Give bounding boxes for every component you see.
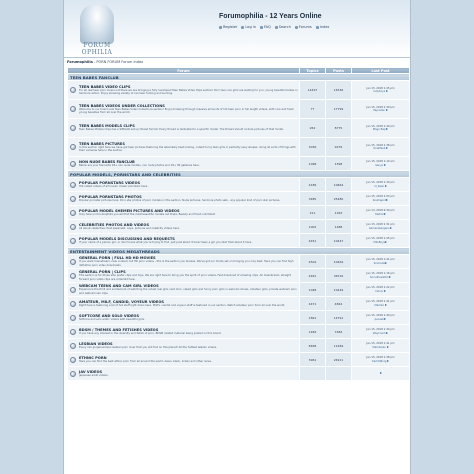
forum-title-link[interactable]: SOFTCORE AND SOLO VIDEOS [79,313,140,318]
forum-status-icon [70,315,76,321]
forum-text [78,369,299,377]
forum-status-icon [70,259,76,265]
last-post [352,269,410,283]
forum-text [78,180,299,188]
forum-row [68,119,410,138]
last-post [352,192,410,206]
posts-count: 14791 [326,311,352,325]
category-title[interactable]: ENTERTAINMENT VIDEOS MEGATHREADS [68,248,410,255]
forum-description: If your name of a person girl, or don't know what you're trying to find, just post about it here! Seen a girl you like? Post about it here. [79,240,253,244]
last-post-author[interactable]: Sorudhsaahbh [369,275,389,279]
forum-row [68,255,410,269]
last-post [352,353,410,367]
forum-text [78,341,299,349]
forum-description: Japanese adult videos. [79,373,109,377]
header [64,0,410,58]
breadcrumb [64,58,410,67]
forum-title-link[interactable]: TEEN BABES MODELS CLIPS [79,124,135,129]
category-title[interactable]: POPULAR MODELS, PORNSTARS AND CELEBRITIES [68,171,410,178]
forum-status-icon [70,210,76,216]
last-post-author[interactable]: KarlitoBorg [372,359,387,363]
site-logo[interactable] [68,4,126,54]
forum-status-icon [70,357,76,363]
last-post [352,311,410,325]
forum-cell [68,234,300,248]
forum-text [78,103,299,114]
posts-count: 25480 [326,192,352,206]
index-icon [316,26,319,29]
last-post-date: Jan 15, 2018 1:38 pm [366,356,395,360]
forum-description: Welcome to our brand new Teen Babes Video Collections section! Enjoy browsing through massive amounts of hot teen porn in full length videos, with nice and fresh young beauties from all over the world. [79,107,294,114]
page-container [63,0,411,474]
forum-status-icon [70,343,76,349]
forum-title-link[interactable]: AMATEUR, MILF, CANDID, VOYEUR VIDEOS [79,299,165,304]
last-post-date: Jan 15, 2018 1:45 pm [366,237,395,241]
last-post-author[interactable]: Pajoodan [373,109,386,112]
view-latest-post-icon[interactable] [384,164,386,166]
forum-description: Hot naked videos of all known classic pornstars here. [79,184,149,188]
topics-count: 1048 [300,283,326,297]
topics-count: 1891 [300,311,326,325]
forum-title-link[interactable]: POPULAR MODEL SHEMEN PICTURES AND VIDEOS [79,208,180,213]
topics-count: 4471 [300,297,326,311]
forum-cell [68,367,300,381]
posts-count: 1598 [326,157,352,171]
posts-count: 10449 [326,283,352,297]
posts-count: 4844 [326,297,352,311]
forum-text [78,355,299,363]
forum-description: Experience the thrill and excitement of watching the cutest real girls next door, naked girls and horny porn girls in webcam shows. Amateur girls, private webcam porn and webcam sex clips. [79,288,297,295]
forum-status-icon [70,224,76,230]
topics-count: 3036 [300,138,326,157]
site-title: Forumophilia - 12 Years Online [219,13,322,20]
forum-text [78,327,299,335]
forum-row [68,311,410,325]
forum-title-link[interactable]: CELEBRITIES PHOTOS AND VIDEOS [79,222,150,227]
forum-description: Every xxx gorgeous teen lesbian porn lover that you will find on this planet! All the hottest lesbian videos. [79,345,218,349]
last-post-date: Jan 15, 2018 1:39 pm [366,105,395,109]
last-post-author[interactable]: HaZoO [374,212,384,216]
forum-status-icon [70,196,76,202]
forum-text [78,208,299,216]
forum-title-link[interactable]: ETHNIC PORN [79,355,107,360]
view-latest-post-icon[interactable] [389,276,391,278]
posts-count: 17799 [326,100,352,119]
category-row [68,248,410,255]
forum-row [68,100,410,119]
col-forum: Forum [68,68,300,74]
posts-count: 10664 [326,178,352,192]
forum-description: Softcore and solo erotic videos with beautiful girls. [79,317,145,321]
forum-title-link[interactable]: GENERAL PORN | CLIPS [79,270,126,275]
category-title[interactable]: TEEN BABES FANCLUB [68,74,410,81]
forum-row [68,353,410,367]
last-post [352,81,410,100]
forum-description: Teen Babes Models Clips has a SIMILAR set up thread format. Every thread is dedicated to a specific model. The thread should include pictures of that model. [79,128,284,132]
last-post-date: Jan 15, 2018 1:41 pm [366,342,395,346]
last-post [352,100,410,119]
forum-text [78,236,299,244]
view-latest-post-icon[interactable] [384,213,386,215]
topics-count: 77 [300,100,326,119]
forum-title-link[interactable]: TEEN BABES VIDEO CLIPS [79,84,131,89]
menu-faq[interactable]: FAQ [260,25,271,29]
last-post [352,325,410,339]
forum-status-icon [70,238,76,244]
forums-icon [295,26,298,29]
last-post-author[interactable]: Sanyo [375,163,384,167]
forum-title-link[interactable]: NON NUDE BABES FANCLUB [79,159,135,164]
forum-description: This section is for those who prefer clips and toys. We are right here to bring you the spirit of porn videos. Fast download of amazing clips. All mainstream, straight forward porn video clips are collected here. [79,274,291,281]
last-post-date: Jan 15, 2018 1:16 pm [366,272,395,276]
forum-cell [68,339,300,353]
last-post [352,178,410,192]
last-post [352,220,410,234]
forum-cell [68,269,300,283]
view-latest-post-icon[interactable] [386,128,388,130]
last-post [352,206,410,220]
last-post-date: Jan 15, 2018 1:22 pm [366,286,395,290]
view-latest-post-icon[interactable] [386,332,388,334]
forum-text [78,222,299,230]
topics-count: 14497 [300,81,326,100]
forum-cell [68,220,300,234]
topics-count: 4504 [300,255,326,269]
forum-row [68,206,410,220]
last-post [352,157,410,171]
last-post-author[interactable]: ladyboys [373,90,386,93]
forum-status-icon [70,287,76,293]
forum-title-link[interactable]: LESBIAN VIDEOS [79,341,113,346]
last-post-date: Jan 15, 2018 1:31 pm [366,223,395,227]
topics-count: 3961 [300,353,326,367]
view-latest-post-icon[interactable] [387,360,389,362]
menu-forums[interactable]: Forums [295,25,312,29]
forum-cell [68,119,300,138]
forum-text [78,256,299,267]
last-post-author[interactable]: MilkBoys [373,240,385,244]
last-post-date: Jan 15, 2018 1:45 pm [366,86,395,90]
forum-cell [68,283,300,297]
forum-title-link[interactable]: WEBCAM TEENS AND CAM GIRL VIDEOS [79,284,159,289]
posts-count [326,367,352,381]
last-post-author[interactable]: Wayroach [372,331,386,335]
menu-login[interactable]: Log in [241,25,256,29]
posts-count: 1263 [326,206,352,220]
topics-count: 1002 [300,220,326,234]
view-latest-post-icon[interactable] [386,90,388,92]
forum-cell [68,353,300,367]
posts-count: 8775 [326,119,352,138]
forum-row [68,138,410,157]
last-post-date: Jan 15, 2018 1:40 pm [366,314,395,318]
forum-description: Here you can find the best ethnic porn from all around the world. Asian, black, Indian and other races. [79,359,212,363]
posts-count: 34516 [326,269,352,283]
forum-status-icon [70,329,76,335]
view-latest-post-icon[interactable] [386,147,388,149]
last-post [352,367,410,381]
view-latest-post-icon[interactable] [385,304,387,306]
forum-row [68,297,410,311]
forum-description: Popular pornstar pictures here. Porn star photos of porn models in this section. Nude pictures, hardcore photo sets - any popular kind of porn star pictures. [79,198,281,202]
forum-text [78,270,299,281]
posts-count: 9476 [326,138,352,157]
view-latest-post-icon[interactable] [387,346,389,348]
view-latest-post-icon[interactable] [390,227,392,229]
last-post-author[interactable]: Mago Bep [372,128,386,131]
last-post-author[interactable]: Kouhlapot [372,198,386,202]
user-menu [219,25,329,29]
topics-count: 8468 [300,339,326,353]
login-icon [241,26,244,29]
breadcrumb-home[interactable]: Forumophilia [67,60,93,64]
menu-register[interactable]: Register [219,25,237,29]
forum-text [78,194,299,202]
forum-row [68,220,410,234]
last-post-date: Jan 15, 2018 1:30 pm [366,181,395,185]
last-post-author[interactable]: Sinmade [373,261,385,265]
topics-count: 3485 [300,192,326,206]
view-latest-post-icon[interactable] [385,262,387,264]
forum-text [78,159,299,167]
last-post-author[interactable]: Kamerabergens [368,226,390,230]
forum-cell [68,206,300,220]
forum-title-link[interactable]: GENERAL PORN | FULL HD HD MOVIES [79,256,156,261]
forum-row [68,325,410,339]
last-post-author[interactable]: id_Kaan [374,184,385,188]
col-last-post: Last Post [352,68,410,74]
forum-status-icon [70,144,76,150]
last-post-author[interactable]: Mambo [374,303,385,307]
last-post-author[interactable]: OneMask [373,147,386,150]
forum-table [67,67,410,381]
posts-count: 24911 [326,353,352,367]
forum-text [78,299,299,307]
forum-title-link[interactable]: BDSM / THEMES AND FETISHES VIDEOS [79,327,159,332]
topics-count: 262 [300,119,326,138]
forum-description: In this section right here we have got teen pictures featuring the absolutely best looking, cutest horny teen girls in perfectly sexy shapes, doing all sorts of things with their cameras here in the section. [79,145,296,152]
view-latest-post-icon[interactable] [386,109,388,111]
forum-status-icon [70,106,76,112]
forum-cell [68,100,300,119]
forum-cell [68,297,300,311]
last-post-author[interactable]: pecasb [374,317,384,321]
forum-status-icon [70,161,76,167]
view-latest-post-icon[interactable] [380,372,382,374]
last-post-date: Jan 13, 2018 9:30 pm [366,209,395,213]
last-post-date: Jan 15, 2018 1:38 pm [366,143,395,147]
last-post [352,234,410,248]
forum-row [68,234,410,248]
forum-text [78,84,299,95]
forum-row [68,192,410,206]
forum-description: Below are your favourite 18+ non nude models, non nude photos and 18+ 99 galleries here. [79,163,200,167]
view-latest-post-icon[interactable] [385,241,387,243]
forum-status-icon [70,87,76,93]
last-post-date: Jan 15, 2018 1:40 pm [366,124,395,128]
last-post [352,138,410,157]
forum-row [68,269,410,283]
posts-count: 10464 [326,255,352,269]
forum-description: For all real teen porn lovers out there we are bringing a fully revamped Teen Babes Video Clips section! Porn teen xxx girls are waiting for you: young beautiful babes in hardcore action. Enjoy amazing variety of xxx teen fucking and sucking. [79,88,298,95]
last-post [352,297,410,311]
posts-count: 14536 [326,81,352,100]
forum-cell [68,81,300,100]
forum-title-link[interactable]: POPULAR PORNSTARS VIDEOS [79,180,141,185]
topics-count: 4189 [300,178,326,192]
topics-count: 211 [300,206,326,220]
logo-text: FORUM OPHILIA [81,42,113,56]
category-row [68,74,410,81]
faq-icon [260,26,263,29]
last-post-date: Jan 15, 2018 1:40 pm [366,328,395,332]
topics-count: 1484 [300,325,326,339]
category-row [68,171,410,178]
forum-title-link[interactable]: TEEN BABES PICTURES [79,141,125,146]
forum-row [68,367,410,381]
col-posts: Posts [326,68,352,74]
last-post-date: Jan 15, 2018 1:10 am [366,160,395,164]
forum-cell [68,138,300,157]
forum-title-link[interactable]: JAV VIDEOS [79,369,103,374]
forum-status-icon [70,125,76,131]
topics-count [300,367,326,381]
forum-text [78,141,299,152]
last-post-date: Jan 15, 2018 1:41 pm [366,300,395,304]
statue-logo-icon [80,4,114,44]
posts-count: 11469 [326,339,352,353]
forum-text [78,313,299,321]
forum-status-icon [70,371,76,377]
forum-description: Only here on forumophilia you will find the most beautiful models out there. Beauty and finish unlimited! [79,212,216,216]
search-icon [275,26,278,29]
last-post-author[interactable]: Indoor [375,289,384,293]
forum-row [68,81,410,100]
view-latest-post-icon[interactable] [384,318,386,320]
forum-title-link[interactable]: POPULAR PORNSTARS PHOTOS [79,194,142,199]
menu-search[interactable]: Search [275,25,291,29]
forum-description: Right here is featuring a lot of hot stuff right down here. MILFs, candid and voyeur stuff is featured in our section. Watch amateur porn from all over the world. [79,303,286,307]
forum-title-link[interactable]: POPULAR MODELS DISCUSSING AND REQUESTS [79,236,175,241]
forum-cell [68,192,300,206]
last-post [352,119,410,138]
forum-cell [68,178,300,192]
forum-cell [68,311,300,325]
forum-description: All about celebrities. Post paparazzi, oops, pictures and celebrity videos here. [79,226,180,230]
topics-count: 1098 [300,157,326,171]
forum-body [68,74,410,381]
topics-count: 4461 [300,269,326,283]
topics-count: 4451 [300,234,326,248]
posts-count: 10447 [326,234,352,248]
forum-cell [68,325,300,339]
forum-row [68,178,410,192]
forum-cell [68,157,300,171]
last-post-date: Jan 15, 2018 1:41 pm [366,258,395,262]
last-post [352,283,410,297]
posts-count: 7484 [326,325,352,339]
last-post [352,255,410,269]
posts-count: 1488 [326,220,352,234]
menu-index[interactable]: Index [316,25,330,29]
forum-row [68,339,410,353]
last-post-date: Jan 15, 2018 1:03 pm [366,195,395,199]
forum-text [78,124,299,132]
forum-title-link[interactable]: TEEN BABES VIDEOS UNDER COLLECTIONS [79,103,165,108]
view-latest-post-icon[interactable] [384,290,386,292]
forum-status-icon [70,301,76,307]
last-post-author[interactable]: Mambolan [372,345,387,349]
forum-description: If you want mainstream, new content, full HD porn videos - this is the section you browse. We've got our minds set on bringing you only best. Here you can find high definition porn video downloads. [79,260,294,267]
forum-row [68,157,410,171]
last-post [352,339,410,353]
view-latest-post-icon[interactable] [385,185,387,187]
view-latest-post-icon[interactable] [386,199,388,201]
forum-status-icon [70,273,76,279]
register-icon [219,26,222,29]
forum-text [78,284,299,295]
forum-status-icon [70,182,76,188]
forum-cell [68,255,300,269]
forum-description: If you have any interest in the diversity and fetish of porn, BDSM related material being posted on this board. [79,331,222,335]
col-topics: Topics [300,68,326,74]
breadcrumb-rest: - PORN FORUM Forum Index [92,60,144,64]
forum-row [68,283,410,297]
